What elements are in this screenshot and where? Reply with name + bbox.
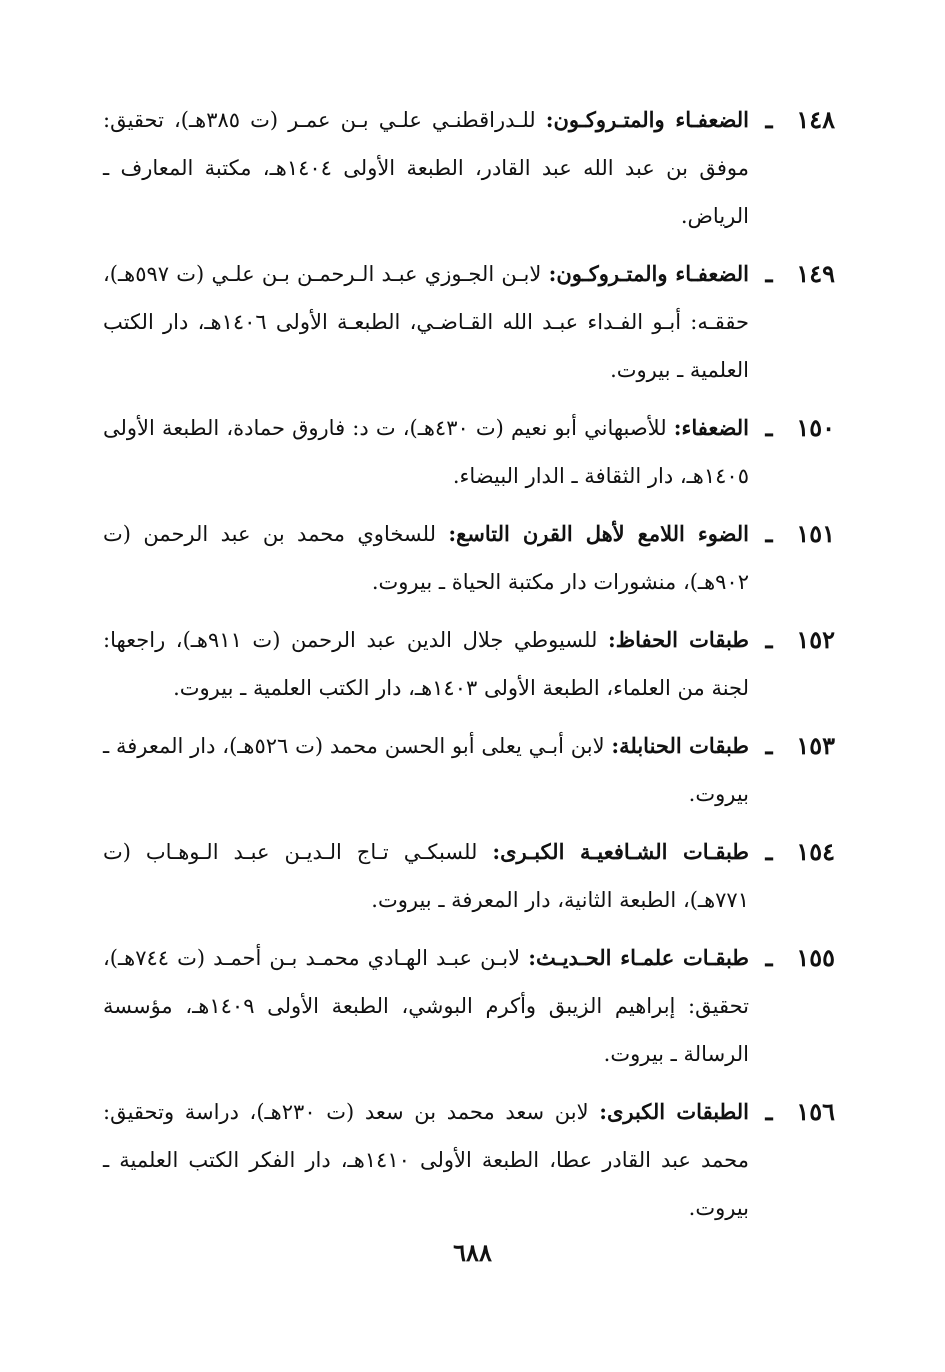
entry-text: لابن أبـي يعلى أبو الحسن محمد (ت ٥٢٦هـ)، دار المعرفة ـ بيروت. xyxy=(103,734,749,806)
bibliography-entry xyxy=(103,96,835,240)
entry-dash: ـ xyxy=(765,413,773,442)
entry-body xyxy=(103,404,749,500)
entry-number: ١٥١ xyxy=(796,519,835,548)
entry-body xyxy=(103,616,749,712)
entry-dash: ـ xyxy=(765,1097,773,1126)
entry-title: طبقـات الشـافعيـة الكبـرى: xyxy=(492,839,749,864)
entry-title: الطبقات الكبرى: xyxy=(599,1099,749,1124)
entry-text: لابـن عبـد الهـادي محمـد بـن أحمـد (ت ٧٤٤هـ)، تحقيق: إبراهيم الزيبق وأكرم البوشي، الطبعة الأولى ١٤٠٩هـ، مؤسسة الرسالة ـ بيروت. xyxy=(103,946,749,1066)
entry-number: ١٥٤ xyxy=(796,837,835,866)
entry-number: ١٤٨ xyxy=(796,105,835,134)
entry-text: للسخاوي محمد بن عبد الرحمن (ت ٩٠٢هـ)، منشورات دار مكتبة الحياة ـ بيروت. xyxy=(103,522,749,594)
entry-dash: ـ xyxy=(765,731,773,760)
entry-title: الضوء اللامع لأهل القرن التاسع: xyxy=(448,521,750,546)
bibliography-entry xyxy=(103,510,835,606)
entry-title: الضعفاء: xyxy=(673,415,749,440)
bibliography-entry xyxy=(103,722,835,818)
entry-body xyxy=(103,828,749,924)
entry-title: طبقات الحفاظ: xyxy=(607,627,749,652)
entry-dash: ـ xyxy=(765,625,773,654)
entry-dash: ـ xyxy=(765,837,773,866)
entry-text: لابـن الجـوزي عبـد الـرحمـن بـن علـي (ت ٥٩٧هـ)، حققـه: أبـو الفـداء عبـد الله القـاضـي، الطبعـة الأولى ١٤٠٦هـ، دار الكتب العلمية ـ بيروت. xyxy=(103,262,749,382)
bibliography-list xyxy=(103,96,835,1242)
entry-body xyxy=(103,510,749,606)
entry-dash: ـ xyxy=(765,105,773,134)
entry-number: ١٥٢ xyxy=(796,625,835,654)
entry-number: ١٥٠ xyxy=(796,413,835,442)
entry-title: الضعفـاء والمتـروكـون: xyxy=(548,261,749,286)
entry-body xyxy=(103,934,749,1078)
bibliography-entry xyxy=(103,828,835,924)
entry-text: للأصبهاني أبو نعيم (ت ٤٣٠هـ)، ت د: فاروق حمادة، الطبعة الأولى ١٤٠٥هـ، دار الثقافة ـ الدار البيضاء. xyxy=(103,416,749,488)
bibliography-entry xyxy=(103,250,835,394)
entry-text: للسبكـي تـاج الـديـن عبـد الـوهـاب (ت ٧٧١هـ)، الطبعة الثانية، دار المعرفة ـ بيروت. xyxy=(103,840,749,912)
entry-title: طبقـات علمـاء الحـديـث: xyxy=(528,945,750,970)
entry-body xyxy=(103,250,749,394)
bibliography-entry xyxy=(103,616,835,712)
entry-body xyxy=(103,1088,749,1232)
bibliography-entry xyxy=(103,404,835,500)
entry-title: الضعفـاء والمتـروكـون: xyxy=(545,107,749,132)
bibliography-entry xyxy=(103,1088,835,1232)
entry-number: ١٥٦ xyxy=(796,1097,835,1126)
entry-dash: ـ xyxy=(765,259,773,288)
bibliography-entry xyxy=(103,934,835,1078)
page-number: ٦٨٨ xyxy=(453,1238,492,1267)
entry-dash: ـ xyxy=(765,943,773,972)
entry-body xyxy=(103,96,749,240)
entry-number: ١٥٥ xyxy=(796,943,835,972)
entry-number: ١٤٩ xyxy=(796,259,835,288)
entry-text: لابن سعد محمد بن سعد (ت ٢٣٠هـ)، دراسة وتحقيق: محمد عبد القادر عطا، الطبعة الأولى ١٤١٠هـ، دار الفكر الكتب العلمية ـ بيروت. xyxy=(103,1100,749,1220)
entry-text: للـدراقطنـي علـي بـن عمـر (ت ٣٨٥هـ)، تحقيق: موفق بن عبد الله عبد القادر، الطبعة الأولى ١٤٠٤هـ، مكتبة المعارف ـ الرياض. xyxy=(103,108,750,228)
entry-body xyxy=(103,722,749,818)
entry-text: للسيوطي جلال الدين عبد الرحمن (ت ٩١١هـ)، راجعها: لجنة من العلماء، الطبعة الأولى ١٤٠٣هـ، دار الكتب العلمية ـ بيروت. xyxy=(103,628,749,700)
entry-number: ١٥٣ xyxy=(796,731,835,760)
entry-dash: ـ xyxy=(765,519,773,548)
entry-title: طبقات الحنابلة: xyxy=(611,733,749,758)
